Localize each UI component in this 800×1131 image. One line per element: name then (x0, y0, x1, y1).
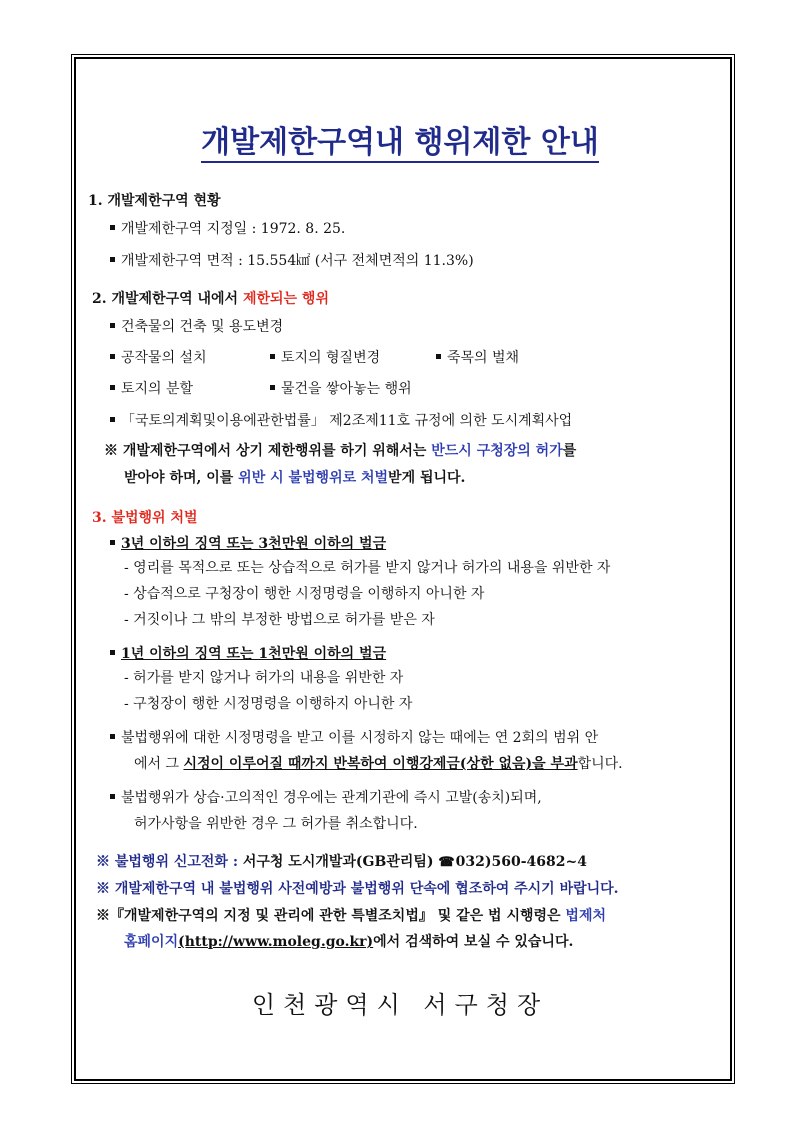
permit-notice-line-1 (104, 442, 576, 460)
penalty-1y-case-order: - 구청장이 행한 시정명령을 이행하지 아니한 자 (124, 696, 413, 712)
law-reference-moleg: 법제처 (565, 908, 606, 924)
law-reference-text-a: ※『개발제한구역의 지정 및 관리에 관한 특별조치법』 및 같은 법 시행령은 (96, 908, 566, 924)
section-1-heading: 1. 개발제한구역 현황 (88, 193, 221, 209)
permit-notice-text-f: 받게 됩니다. (388, 470, 466, 486)
section-2-heading (92, 290, 329, 308)
enforcement-fine-text-d: 합니다. (577, 756, 623, 772)
telephone-icon: ☎ (438, 855, 455, 870)
penalty-1-year-text: 1년 이하의 징역 또는 1천만원 이하의 벌금 (121, 646, 387, 662)
penalty-1-year (110, 645, 386, 663)
square-bullet-icon (110, 794, 115, 799)
designation-date (110, 220, 345, 238)
report-hotline-dept: 서구청 도시개발과(GB관리팀) (242, 854, 434, 870)
permit-notice-penalty-highlight: 위반 시 불법행위로 처벌 (238, 470, 389, 486)
restricted-item-stacking-text: 물건을 쌓아놓는 행위 (281, 381, 412, 397)
restricted-item-urban-plan (110, 412, 572, 430)
penalty-3y-case-habitual: - 상습적으로 구청장이 행한 시정명령을 이행하지 아니한 자 (124, 586, 485, 602)
restricted-item-urban-plan-text: 「국토의계획및이용에관한법률」 제2조제11호 규정에 의한 도시계획사업 (121, 413, 573, 429)
restricted-item-logging (436, 349, 519, 367)
habitual-violation-line-2: 허가사항을 위반한 경우 그 허가를 취소합니다. (134, 816, 418, 832)
cooperation-request: ※ 개발제한구역 내 불법행위 사전예방과 불법행위 단속에 협조하여 주시기 바랍니다. (96, 881, 619, 897)
habitual-violation-line-1 (110, 789, 542, 807)
restricted-area-size-text: 개발제한구역 면적 : 15.554㎢ (서구 전체면적의 11.3%) (121, 253, 474, 269)
restricted-item-stacking (270, 380, 412, 398)
penalty-3-years (110, 535, 386, 553)
restricted-item-land-split-text: 토지의 분할 (121, 381, 194, 397)
law-reference-line-1 (96, 907, 606, 925)
habitual-violation-text-a: 불법행위가 상습·고의적인 경우에는 관계기관에 즉시 고발(송치)되며, (121, 790, 542, 806)
section-3-heading: 3. 불법행위 처벌 (92, 510, 198, 526)
restricted-item-land-split (110, 380, 193, 398)
penalty-3y-case-profit: - 영리를 목적으로 또는 상습적으로 허가를 받지 않거나 허가의 내용을 위반한 자 (124, 560, 611, 576)
enforcement-fine-line-2 (134, 755, 623, 773)
restricted-item-land-change (270, 349, 380, 367)
report-hotline (96, 853, 587, 872)
permit-notice-highlight: 반드시 구청장의 허가 (431, 443, 563, 459)
square-bullet-icon (110, 385, 115, 390)
restricted-item-structure-text: 공작물의 설치 (121, 350, 207, 366)
enforcement-fine-line-1 (110, 729, 598, 747)
penalty-3-years-text: 3년 이하의 징역 또는 3천만원 이하의 벌금 (121, 536, 387, 552)
document-title-text: 개발제한구역내 행위제한 안내 (201, 125, 599, 163)
square-bullet-icon (270, 385, 275, 390)
square-bullet-icon (110, 650, 115, 655)
square-bullet-icon (110, 225, 115, 230)
issuer-signature: 인천광역시 서구청장 (251, 991, 549, 1019)
permit-notice-text-a: ※ 개발제한구역에서 상기 제한행위를 하기 위해서는 (104, 443, 432, 459)
penalty-1y-case-violation: - 허가를 받지 않거나 허가의 내용을 위반한 자 (124, 670, 404, 686)
report-hotline-label: ※ 불법행위 신고전화 : (96, 854, 243, 870)
document-title (0, 126, 800, 160)
restricted-item-structure (110, 349, 207, 367)
enforcement-fine-highlight: 시정이 이루어질 때까지 반복하여 이행강제금(상한 없음)을 부과 (183, 756, 578, 772)
penalty-3y-case-fraud: - 거짓이나 그 밖의 부정한 방법으로 허가를 받은 자 (124, 612, 435, 628)
restricted-item-building-text: 건축물의 건축 및 용도변경 (121, 319, 284, 335)
square-bullet-icon (110, 354, 115, 359)
square-bullet-icon (110, 417, 115, 422)
square-bullet-icon (110, 323, 115, 328)
enforcement-fine-text-a: 불법행위에 대한 시정명령을 받고 이를 시정하지 않는 때에는 연 2회의 범위 안 (121, 730, 599, 746)
enforcement-fine-text-b: 에서 그 (134, 756, 184, 772)
restricted-item-building (110, 318, 283, 336)
square-bullet-icon (270, 354, 275, 359)
permit-notice-line-2 (124, 469, 465, 487)
permit-notice-text-d: 받아야 하며, 이를 (124, 470, 239, 486)
designation-date-text: 개발제한구역 지정일 : 1972. 8. 25. (121, 221, 346, 237)
square-bullet-icon (436, 354, 441, 359)
permit-notice-text-c: 를 (562, 443, 577, 459)
restricted-area-size (110, 252, 474, 270)
restricted-item-logging-text: 죽목의 벌채 (447, 350, 520, 366)
law-reference-homepage: 홈페이지 (124, 934, 179, 950)
section-2-heading-highlight: 제한되는 행위 (242, 291, 329, 307)
law-reference-line-2 (124, 933, 573, 951)
report-hotline-number: 032)560-4682~4 (455, 854, 587, 870)
restricted-item-land-change-text: 토지의 형질변경 (281, 350, 381, 366)
square-bullet-icon (110, 540, 115, 545)
square-bullet-icon (110, 734, 115, 739)
law-reference-text-e: 에서 검색하여 보실 수 있습니다. (373, 934, 574, 950)
section-2-heading-text: 2. 개발제한구역 내에서 (92, 291, 243, 307)
law-reference-url[interactable]: (http://www.moleg.go.kr) (178, 934, 374, 950)
square-bullet-icon (110, 257, 115, 262)
